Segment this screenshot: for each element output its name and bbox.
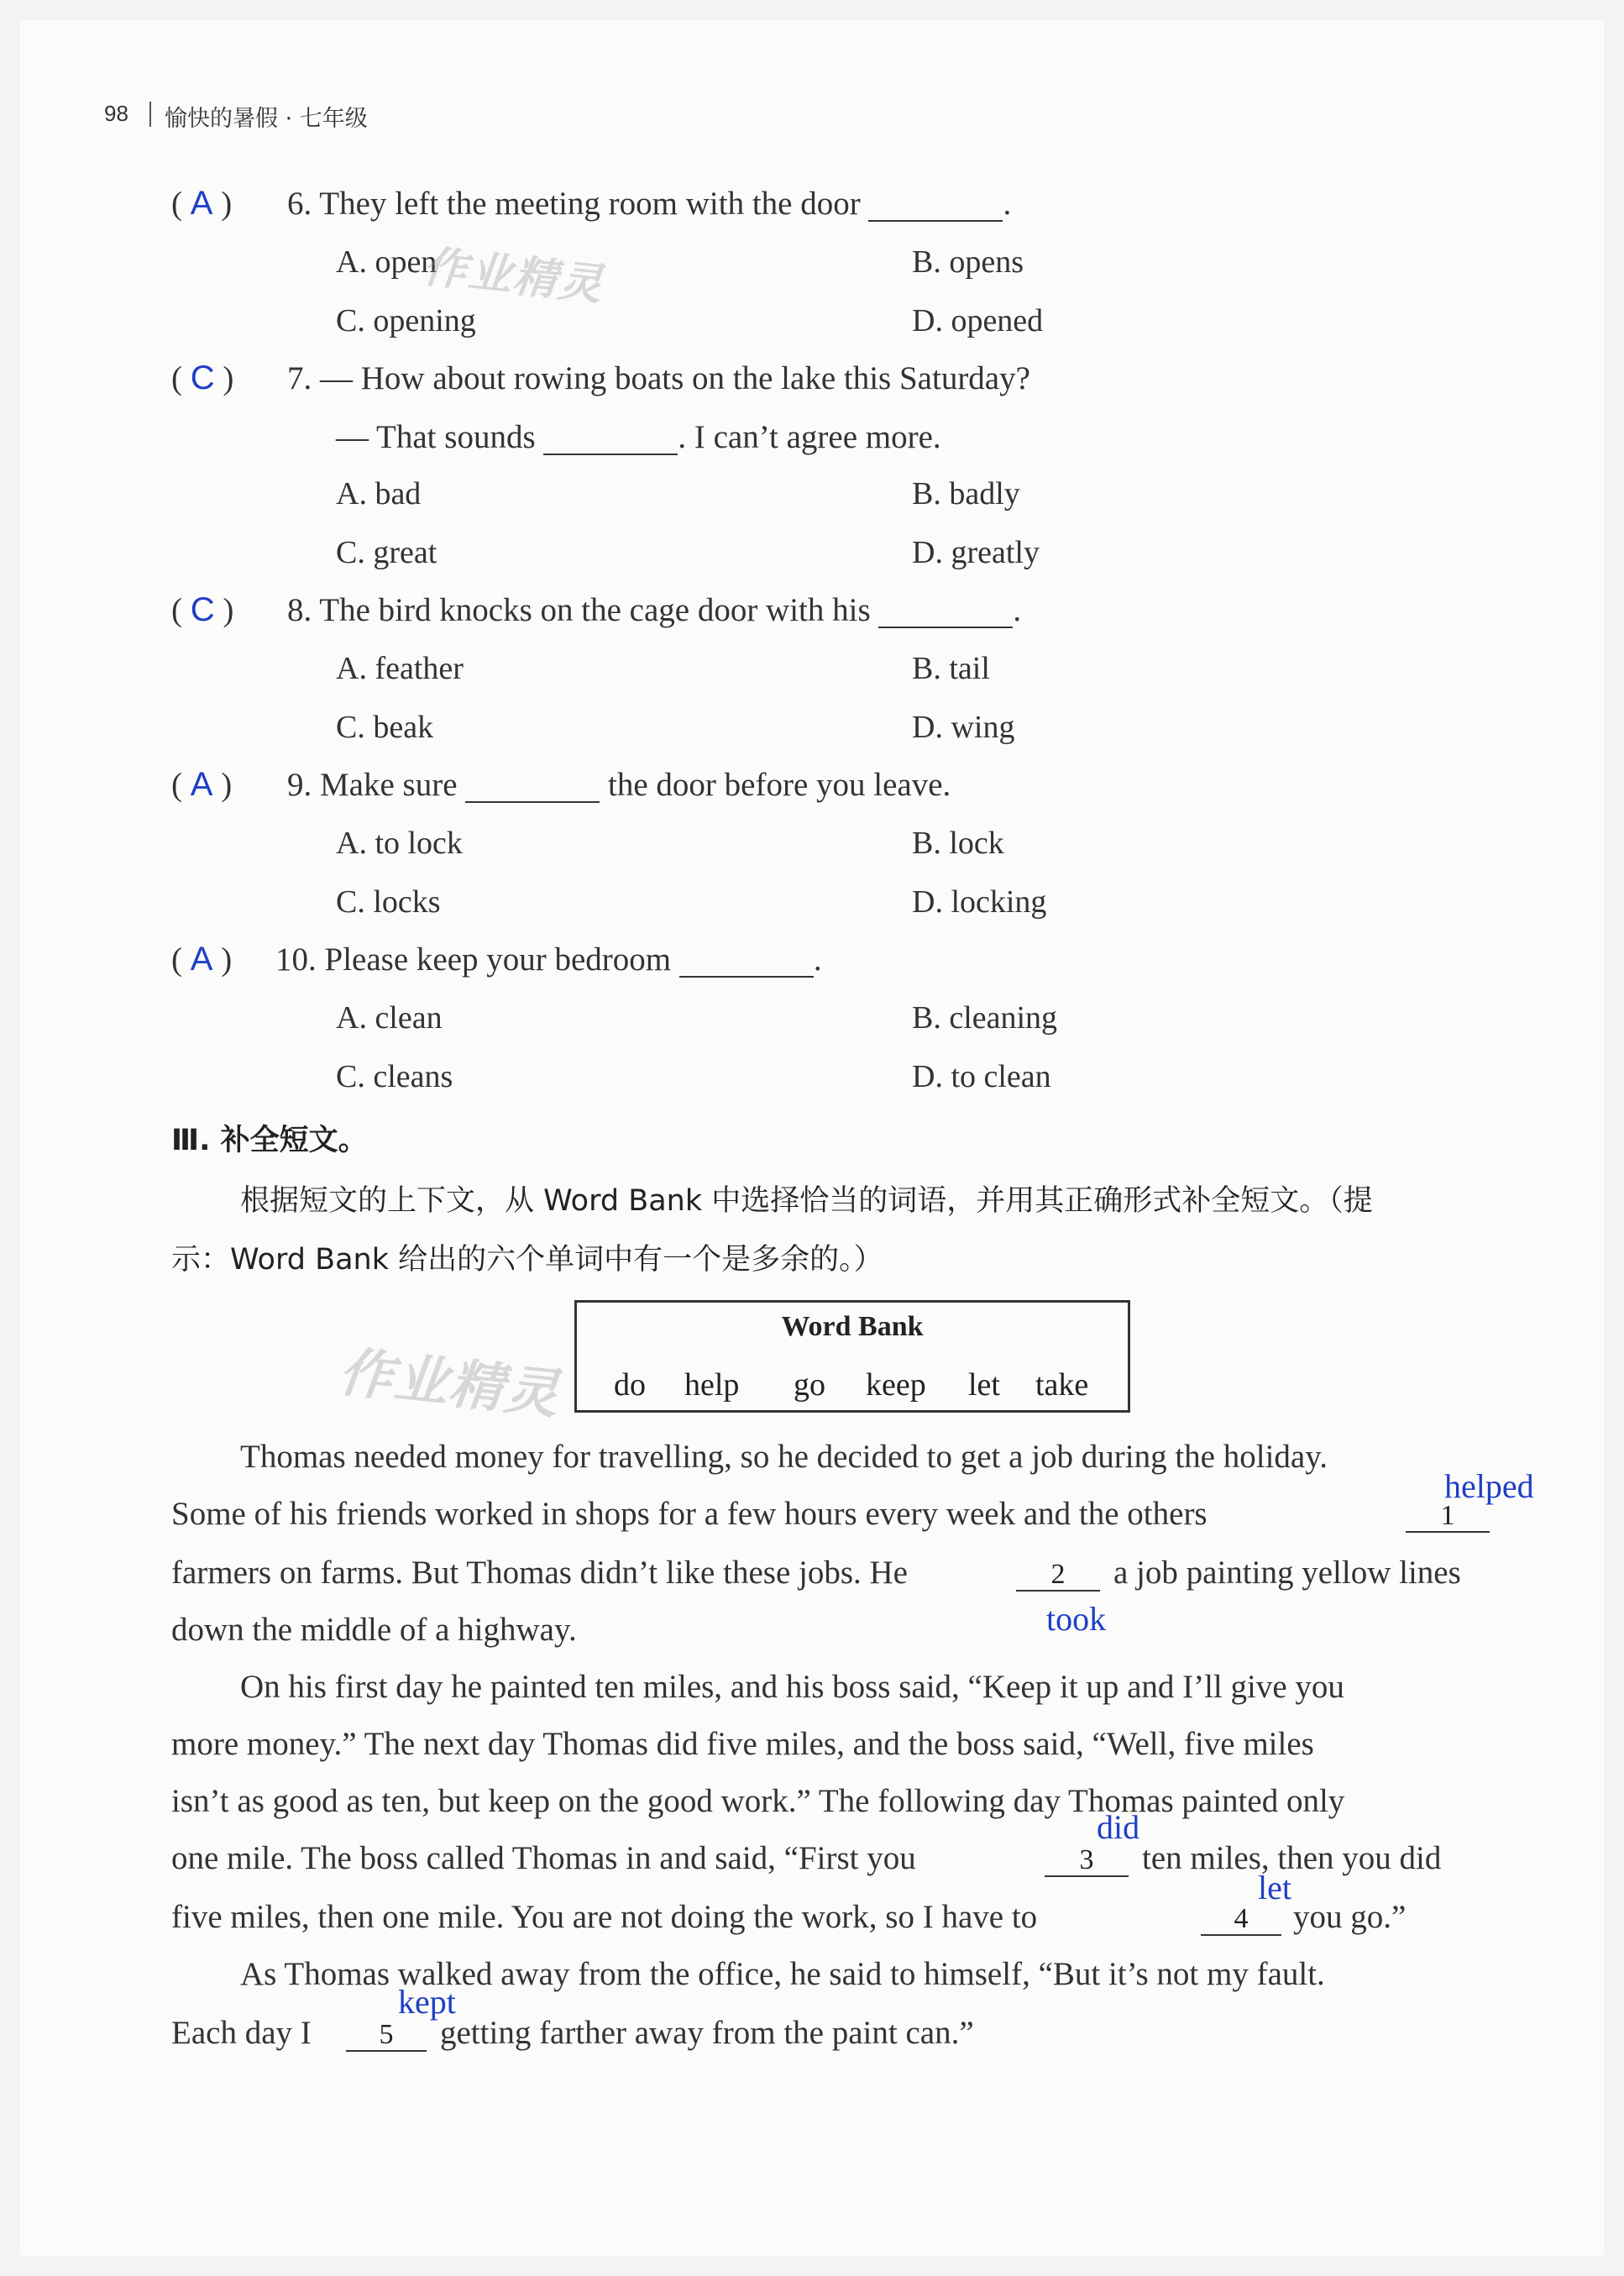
passage-line: one mile. The boss called Thomas in and said, “First you (171, 1840, 916, 1876)
option-b: B. lock (912, 826, 1004, 861)
question-number: 8. (287, 592, 312, 628)
watermark: 作业精灵 (420, 241, 606, 312)
passage-line: Thomas needed money for travelling, so he decided to get a job during the holiday. (240, 1439, 1328, 1475)
question-text: — How about rowing boats on the lake this Saturday? (320, 360, 1030, 396)
handwritten-answer-1: helped (1444, 1467, 1534, 1505)
instruction-line-1: 根据短文的上下文，从 Word Bank 中选择恰当的词语，并用其正确形式补全短文。（提 (240, 1184, 1373, 1218)
paren-open: ( (171, 186, 191, 222)
section-title: Ⅲ. 补全短文。 (171, 1124, 368, 1157)
word-bank-word: keep (866, 1367, 926, 1403)
blank-2: 2 (1016, 1559, 1100, 1592)
option-b: B. opens (912, 244, 1024, 280)
question-number: 10. (275, 941, 317, 978)
question-9: ( A ) (171, 766, 233, 803)
question-6: ( A ) (171, 185, 233, 222)
option-a: A. clean (336, 1000, 443, 1036)
passage-line: Each day I (171, 2015, 312, 2051)
option-d: D. opened (912, 303, 1044, 338)
word-bank (574, 1300, 1130, 1413)
word-bank-word: help (684, 1367, 740, 1403)
option-c: C. opening (336, 303, 476, 338)
answer-blank (543, 421, 678, 455)
passage-line: a job painting yellow lines (1113, 1555, 1461, 1591)
word-bank-title: Word Bank (781, 1311, 924, 1342)
watermark: 作业精灵 (336, 1341, 563, 1427)
question-10-stem: 10. Please keep your bedroom . (275, 941, 822, 978)
page-number: 98 (104, 101, 128, 126)
header-divider (149, 102, 151, 127)
page (20, 20, 1604, 2256)
passage-line: more money.” The next day Thomas did five miles, and the boss said, “Well, five miles (171, 1726, 1314, 1762)
passage-line: down the middle of a highway. (171, 1612, 577, 1648)
instruction-line-2: 示：Word Bank 给出的六个单词中有一个是多余的。） (171, 1243, 883, 1277)
question-number: 6. (287, 186, 312, 222)
book-title: 愉快的暑假 · 七年级 (165, 106, 368, 132)
word-bank-word: go (794, 1367, 825, 1403)
passage-line: getting farther away from the paint can.” (440, 2015, 974, 2051)
handwritten-answer-3: did (1097, 1808, 1140, 1846)
question-6-stem: 6. They left the meeting room with the door . (287, 186, 1012, 222)
question-7: ( C ) (171, 359, 234, 396)
question-7-line2: — That sounds . I can’t agree more. (336, 419, 941, 455)
question-7-stem (287, 359, 1030, 397)
answer-10: A (190, 941, 213, 978)
blank-1: 1 (1406, 1500, 1490, 1533)
answer-6: A (190, 185, 213, 222)
answer-blank (679, 943, 814, 978)
passage-line: On his first day he painted ten miles, and his boss said, “Keep it up and I’ll give you (240, 1669, 1344, 1705)
answer-9: A (190, 766, 213, 803)
option-a: A. bad (336, 476, 422, 511)
option-d: D. greatly (912, 535, 1040, 570)
handwritten-answer-5: kept (398, 1983, 456, 2021)
question-9-stem: 9. Make sure the door before you leave. (287, 767, 951, 803)
question-10: ( A ) (171, 941, 233, 978)
option-c: C. great (336, 535, 437, 570)
question-number: 9. (287, 767, 312, 803)
question-text: Make sure (320, 767, 458, 803)
option-d: D. wing (912, 710, 1015, 745)
passage-line: isn’t as good as ten, but keep on the good work.” The following day Thomas painted only (171, 1783, 1345, 1819)
passage-line: you go.” (1293, 1899, 1407, 1935)
option-b: B. badly (912, 476, 1020, 511)
answer-blank (878, 594, 1013, 628)
handwritten-answer-4: let (1258, 1869, 1291, 1906)
answer-8: C (190, 591, 215, 628)
answer-7: C (190, 359, 215, 396)
option-c: C. beak (336, 710, 434, 745)
question-text: They left the meeting room with the door (319, 186, 861, 222)
word-bank-word: take (1035, 1367, 1089, 1403)
passage-line: five miles, then one mile. You are not doing the work, so I have to (171, 1899, 1038, 1935)
option-a: A. to lock (336, 826, 463, 861)
question-8-stem: 8. The bird knocks on the cage door with his . (287, 592, 1022, 628)
blank-4: 4 (1201, 1903, 1281, 1936)
question-number: 7. (287, 360, 312, 396)
option-a: A. open (336, 244, 437, 280)
option-a: A. feather (336, 651, 464, 686)
question-text: Please keep your bedroom (324, 941, 672, 978)
blank-3: 3 (1045, 1844, 1129, 1877)
blank-5: 5 (346, 2019, 427, 2052)
question-8: ( C ) (171, 591, 234, 628)
passage-line: As Thomas walked away from the office, he said to himself, “But it’s not my fault. (240, 1956, 1325, 1992)
passage-line: Some of his friends worked in shops for a few hours every week and the others (171, 1496, 1208, 1532)
option-b: B. tail (912, 651, 990, 686)
answer-blank (465, 768, 600, 803)
option-d: D. locking (912, 884, 1047, 920)
word-bank-word: do (614, 1367, 646, 1403)
answer-blank (868, 187, 1003, 222)
passage-line: ten miles, then you did (1142, 1840, 1442, 1876)
option-c: C. locks (336, 884, 441, 920)
passage-line: farmers on farms. But Thomas didn’t like these jobs. He (171, 1555, 908, 1591)
question-text: The bird knocks on the cage door with his (319, 592, 871, 628)
option-c: C. cleans (336, 1059, 453, 1094)
handwritten-answer-2: took (1046, 1600, 1107, 1638)
word-bank-word: let (968, 1367, 1000, 1403)
option-b: B. cleaning (912, 1000, 1058, 1036)
option-d: D. to clean (912, 1059, 1051, 1094)
